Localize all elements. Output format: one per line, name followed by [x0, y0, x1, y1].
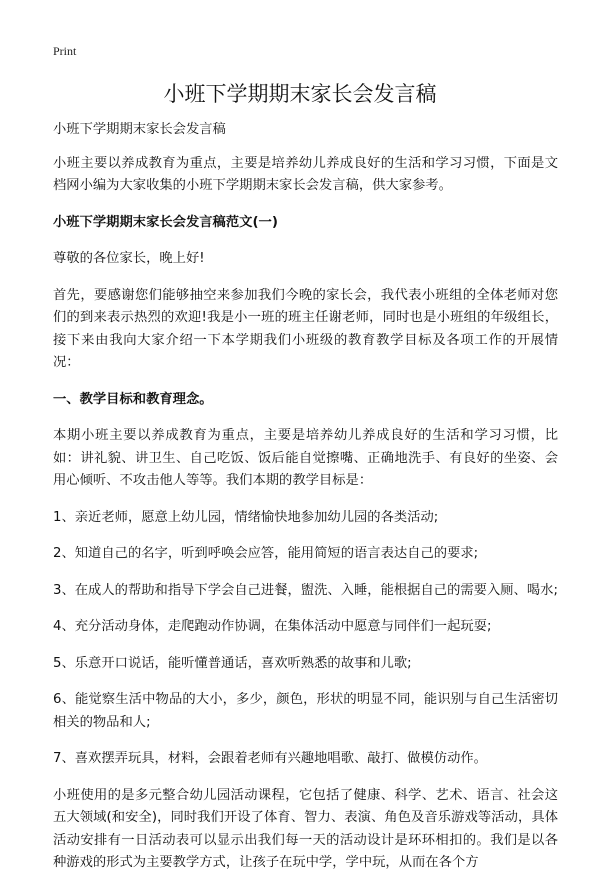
document-subtitle: 小班下学期期末家长会发言稿 — [53, 122, 226, 137]
goal-item: 4、充分活动身体，走爬跑动作协调，在集体活动中愿意与同伴们一起玩耍; — [53, 619, 492, 634]
goal-item: 2、知道自己的名字，听到呼唤会应答，能用简短的语言表达自己的要求; — [53, 546, 479, 561]
opening-paragraph: 首先，要感谢您们能够抽空来参加我们今晚的家长会，我代表小班组的全体老师对您们的到来表示热烈的欢迎!我是小一班的班主任谢老师，同时也是小班组的年级组长，接下来由我向大家介绍一下本学期我们小班级的教育教学目标及各项工作的开展情况： — [53, 287, 558, 370]
document-title: 小班下学期期末家长会发言稿 — [163, 82, 437, 106]
goal-item: 1、亲近老师，愿意上幼儿园，情绪愉快地参加幼儿园的各类活动; — [53, 509, 439, 525]
goal-item: 5、乐意开口说话，能听懂普通话，喜欢听熟悉的故事和儿歌; — [53, 655, 412, 671]
curriculum-paragraph: 小班使用的是多元整合幼儿园活动课程，它包括了健康、科学、艺术、语言、社会这五大领域(和安全)，同时我们开设了体育、智力、表演、角色及音乐游戏等活动，具体活动安排有一日活动表可以显示出我们每一天的活动设计是环环相扣的。我们是以各种游戏的形式为主要教学方式，让孩子在玩中学，学中玩，从而在各个方 — [53, 787, 558, 870]
document-body — [53, 119, 558, 889]
goal-item: 6、能觉察生活中物品的大小，多少，颜色，形状的明显不同，能识别与自己生活密切相关的物品和人; — [53, 692, 558, 730]
greeting-paragraph: 尊敬的各位家长，晚上好! — [53, 251, 205, 266]
print-link[interactable]: Print — [53, 44, 77, 58]
intro-paragraph: 小班主要以养成教育为重点，主要是培养幼儿养成良好的生活和学习习惯，下面是文档网小编为大家收集的小班下学期期末家长会发言稿，供大家参考。 — [53, 155, 558, 193]
section-heading: 一、教学目标和教育理念。 — [53, 391, 213, 407]
sample-heading: 小班下学期期末家长会发言稿范文(一) — [53, 214, 278, 230]
goal-item: 3、在成人的帮助和指导下学会自己进餐，盥洗、入睡，能根据自己的需要入厕、喝水; — [53, 582, 558, 598]
goal-item: 7、喜欢摆弄玩具，材料，会跟着老师有兴趣地唱歌、敲打、做模仿动作。 — [53, 751, 487, 766]
section-intro-paragraph: 本期小班主要以养成教育为重点，主要是培养幼儿养成良好的生活和学习习惯，比如：讲礼貌、讲卫生、自己吃饭、饭后能自觉擦嘴、正确地洗手、有良好的坐姿、会用心倾听、不攻击他人等等。我们本期的教学目标是： — [53, 428, 558, 488]
